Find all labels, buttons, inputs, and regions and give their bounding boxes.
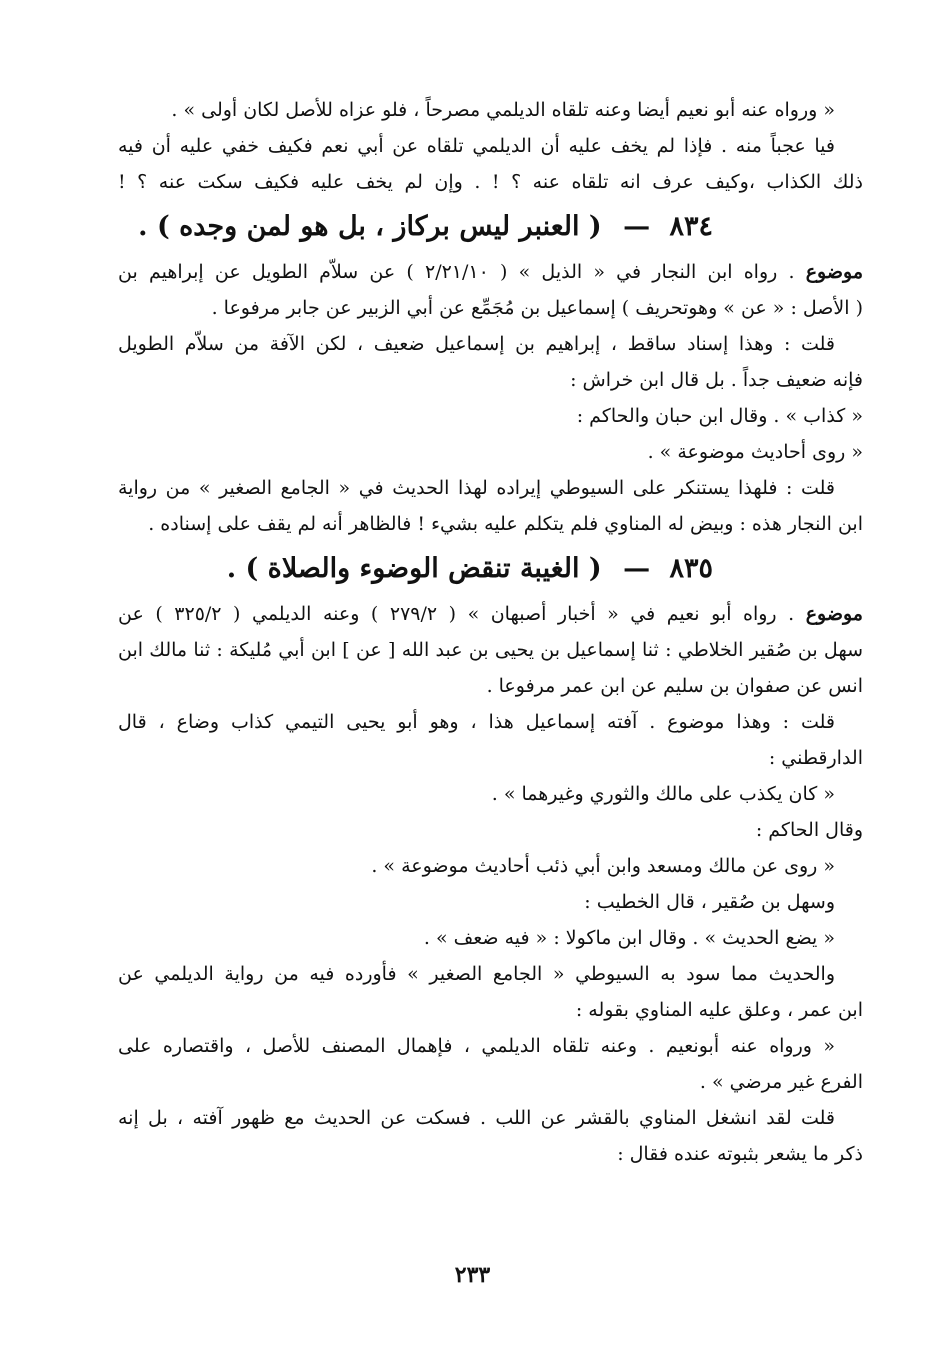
text-line: « روى عن مالك ومسعد وابن أبي ذئب أحاديث موضوعة » . [371,855,835,877]
text-line: « كذاب » . وقال ابن حبان والحاكم : [576,405,863,427]
text-line: « يضع الحديث » . وقال ابن ماكولا : « فيه ضعف » . [423,927,835,949]
hadith-834-body [118,254,863,542]
text-line: « كان يكذب على مالك والثوري وغيرهما » . [491,783,835,805]
text-line: « ورواه عنه أبو نعيم أيضا وعنه تلقاه الديلمي مصرحاً ، فلو عزاه للأصل لكان أولى » . [171,99,835,121]
heading-dash: — [623,211,651,242]
text-line: وسهل بن صُقير ، قال الخطيب : [584,891,835,913]
hadith-title: ( العنبر ليس بركاز ، بل هو لمن وجده ) . [138,211,602,242]
text-line: ذكر ما يشعر بثبوته عنده فقال : [617,1143,863,1165]
page-number: ٢٣٣ [454,1262,491,1288]
text-line: ابن النجار هذه : وبيض له المناوي فلم يتكلم عليه بشيء ! فالظاهر أنه لم يقف على إسناده . [148,513,863,535]
text-line: قلت لقد انشغل المناوي بالقشر عن اللب . فسكت عن الحديث مع ظهور آفته ، بل إنه [118,1107,835,1129]
text-line: « روى أحاديث موضوعة » . [647,441,863,463]
text-line: ابن عمر ، وعلق عليه المناوي بقوله : [575,999,863,1021]
hadith-835-body [118,596,863,1172]
verdict-label: موضوع [805,261,863,283]
hadith-number: ٨٣٤ [669,211,713,242]
text-line: وقال الحاكم : [755,819,863,841]
text-line: ذلك الكذاب ،وكيف عرف انه تلقاه عنه ؟ ! . وإن لم يخف عليه فكيف سكت عنه ؟ ! [118,171,863,193]
text-line: والحديث مما سود به السيوطي « الجامع الصغير » فأورده فيه من رواية الديلمي عن [118,963,835,985]
verdict-label: موضوع [805,603,863,625]
text-line: سهل بن صُقير الخلاطي : ثنا إسماعيل بن يحيى بن عبد الله [ عن ] ابن أبي مُليكة : ثنا مالك ابن [118,639,863,661]
hadith-835-heading [118,542,863,596]
text-span: . رواه ابن النجار في « الذيل » ( ٢/٢١/١٠ ) عن سلاّم الطويل عن إبراهيم بن [118,261,806,283]
text-line: فيا عجباً منه . فإذا لم يخف عليه أن الديلمي تلقاه عن أبي نعم فكيف خفي عليه أن فيه [118,135,835,157]
text-span: . رواه أبو نعيم في « أخبار أصبهان » ( ٢٧٩/٢ ) وعنه الديلمي ( ٣٢٥/٢ ) عن [118,603,806,625]
text-line: قلت : وهذا إسناد ساقط ، إبراهيم بن إسماعيل ضعيف ، لكن الآفة من سلاّم الطويل [118,333,835,355]
text-line [118,596,863,632]
intro-paragraph [118,92,863,200]
text-line: الفرع غير مرضي » . [699,1071,863,1093]
text-line: « ورواه عنه أبونعيم . وعنه تلقاه الديلمي ، فإهمال المصنف للأصل ، واقتصاره على [118,1035,835,1057]
text-line: فإنه ضعيف جداً . بل قال ابن خراش : [570,369,863,391]
book-page [118,92,863,1172]
hadith-title: ( الغيبة تنقض الوضوء والصلاة ) . [226,553,602,584]
text-line: قلت : وهذا موضوع . آفته إسماعيل هذا ، وهو أبو يحيى التيمي كذاب وضاع ، قال [118,711,835,733]
text-line: انس عن صفوان بن سليم عن ابن عمر مرفوعا . [486,675,863,697]
heading-dash: — [623,553,651,584]
hadith-number: ٨٣٥ [669,553,713,584]
text-line: ( الأصل : « عن » وهوتحريف ) إسماعيل بن مُجَمِّع عن أبي الزبير عن جابر مرفوعا . [211,297,863,319]
text-line: قلت : فلهذا يستنكر على السيوطي إيراده لهذا الحديث في « الجامع الصغير » من رواية [118,477,835,499]
text-line: الدارقطني : [768,747,863,769]
text-line [118,254,863,290]
hadith-834-heading [118,200,863,254]
